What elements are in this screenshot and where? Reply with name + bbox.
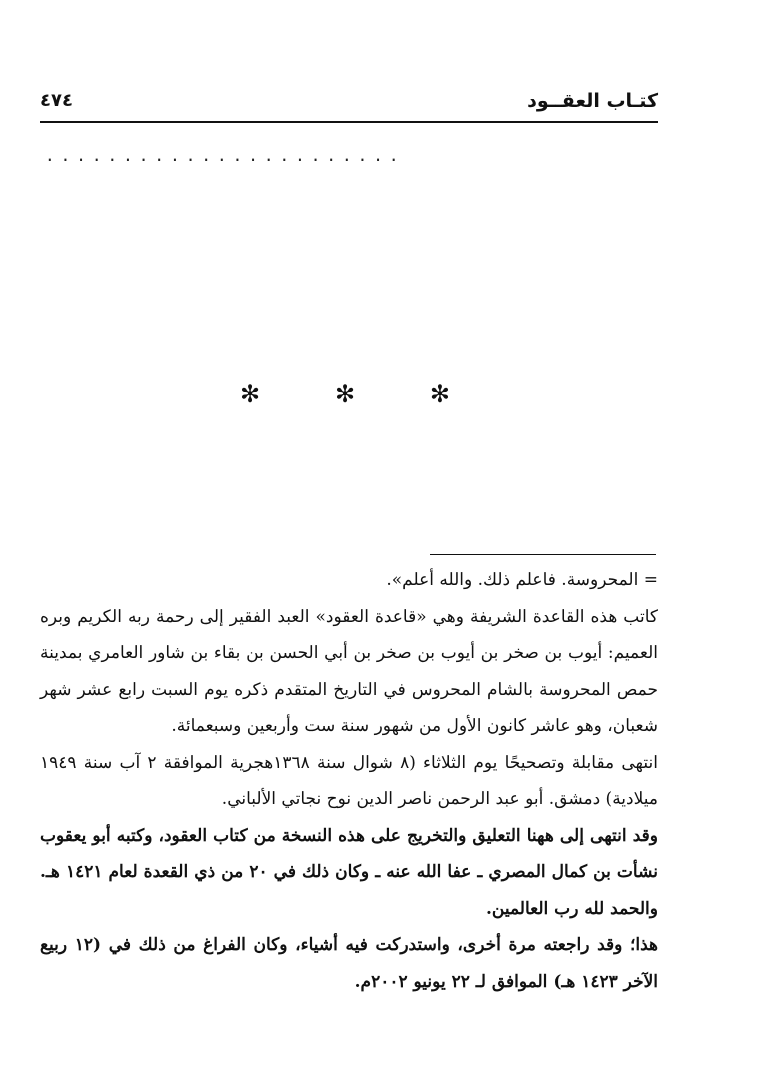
section-separator <box>240 380 450 408</box>
page-number: ٤٧٤ <box>40 90 73 111</box>
header-rule <box>40 121 658 123</box>
revision-note: هذا؛ وقد راجعته مرة أخرى، واستدركت فيه أشياء، وكان الفراغ من ذلك في (١٢ ربيع الآخر ١٤٢٣ هـ) الموافق لـ ٢٢ يونيو ٢٠٠٢م. <box>40 935 658 992</box>
footnote-continuation: = المحروسة. فاعلم ذلك. والله أعلم». <box>386 570 658 590</box>
collation-note: انتهى مقابلة وتصحيحًا يوم الثلاثاء (٨ شوال سنة ١٣٦٨هجرية الموافقة ٢ آب سنة ١٩٤٩ ميلادية) دمشق. أبو عبد الرحمن ناصر الدين نوح نجاتي الألباني. <box>40 752 658 809</box>
editor-note: وقد انتهى إلى ههنا التعليق والتخريج على هذه النسخة من كتاب العقود، وكتبه أبو يعقوب نشأت بن كمال المصري ـ عفا الله عنه ـ وكان ذلك في ٢٠ من ذي القعدة لعام ١٤٢١ هـ. والحمد لله رب العالمين. <box>40 825 658 919</box>
book-title: كتـاب العقــود <box>527 90 658 112</box>
colophon-paragraph: كاتب هذه القاعدة الشريفة وهي «قاعدة العقود» العبد الفقير إلى رحمة ربه الكريم وبره العميم: أيوب بن صخر بن أيوب بن صخر بن أبي الحسن بن بقاء بن شاور العامري بمدينة حمص المحروسة بالشام المحروس في التاريخ المتقدم ذكره يوم السبت رابع عشر شهر شعبان، وهو عاشر كانون الأول من شهور سنة ست وأربعين وسبعمائة. <box>40 606 658 736</box>
footnotes <box>40 562 658 1000</box>
running-header <box>40 86 658 122</box>
dotted-divider: ....................... <box>45 146 405 165</box>
asterisk-icon: ✻ <box>334 380 356 408</box>
asterisk-icon: ✻ <box>429 380 450 408</box>
footnote-rule <box>430 554 656 555</box>
asterisk-icon: ✻ <box>240 380 261 408</box>
